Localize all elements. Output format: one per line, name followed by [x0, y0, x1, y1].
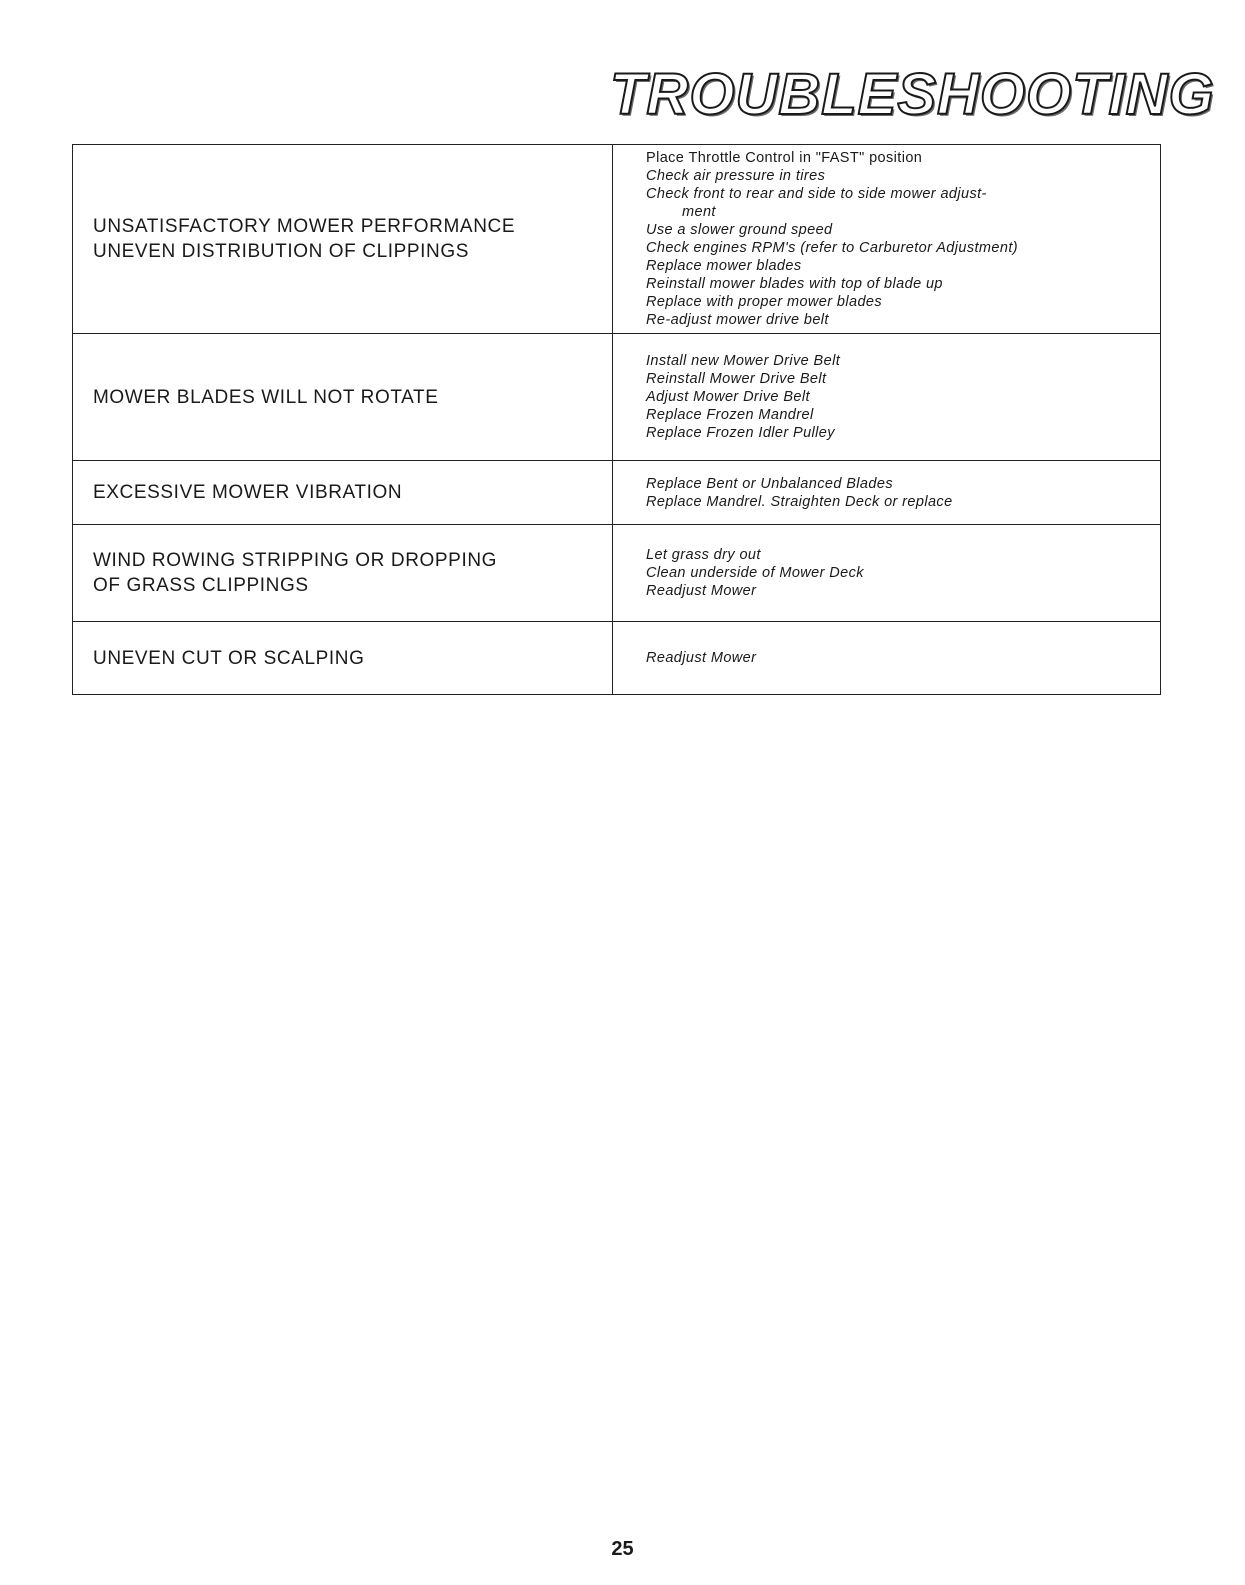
remedy-text: Place Throttle Control in "FAST" position: [646, 150, 923, 166]
page-title: TROUBLESHOOTING: [610, 62, 1215, 127]
remedy-text: Check air pressure in tires: [646, 168, 826, 184]
table-row: [73, 334, 1161, 461]
problem-cell: [73, 525, 613, 622]
problem-cell: [73, 334, 613, 461]
problem-cell: [73, 461, 613, 525]
problem-text: UNEVEN CUT OR SCALPING: [93, 647, 365, 669]
remedy-text: Replace mower blades: [646, 258, 802, 274]
table-row: [73, 525, 1161, 622]
remedy-text: Install new Mower Drive Belt: [646, 353, 841, 369]
remedy-text: Replace Bent or Unbalanced Blades: [646, 475, 893, 492]
remedy-cell: [613, 461, 1161, 525]
remedy-text: Re-adjust mower drive belt: [646, 312, 829, 328]
problem-cell: [73, 145, 613, 334]
remedy-cell: [613, 334, 1161, 461]
remedy-text: Use a slower ground speed: [646, 222, 833, 238]
remedy-text: Readjust Mower: [646, 583, 757, 599]
remedy-text: Let grass dry out: [646, 547, 761, 563]
table-row: [73, 145, 1161, 334]
table-row: [73, 622, 1161, 695]
remedy-text: Replace Frozen Idler Pulley: [646, 425, 835, 441]
remedy-text: ment: [682, 204, 716, 220]
problem-text: WIND ROWING STRIPPING OR DROPPING: [93, 550, 498, 571]
remedy-text: Reinstall mower blades with top of blade up: [646, 276, 943, 292]
troubleshooting-table: [72, 144, 1161, 695]
remedy-text: Check engines RPM's (refer to Carburetor Adjustment): [646, 240, 1018, 256]
remedy-cell: [613, 145, 1161, 334]
problem-text: MOWER BLADES WILL NOT ROTATE: [93, 386, 439, 408]
problem-text: UNEVEN DISTRIBUTION OF CLIPPINGS: [93, 241, 470, 262]
remedy-text: Replace Frozen Mandrel: [646, 407, 814, 423]
problem-text: UNSATISFACTORY MOWER PERFORMANCE: [93, 216, 516, 237]
remedy-text: Check front to rear and side to side mower adjust-: [646, 186, 987, 202]
remedy-text: Replace with proper mower blades: [646, 294, 883, 310]
page-number: 25: [611, 1538, 634, 1560]
remedy-text: Adjust Mower Drive Belt: [646, 389, 810, 405]
remedy-text: Replace Mandrel. Straighten Deck or replace: [646, 493, 953, 510]
problem-cell: [73, 622, 613, 695]
remedy-text: Readjust Mower: [646, 650, 757, 666]
remedy-cell: [613, 622, 1161, 695]
remedy-cell: [613, 525, 1161, 622]
remedy-text: Clean underside of Mower Deck: [646, 565, 864, 581]
remedy-text: Reinstall Mower Drive Belt: [646, 371, 827, 387]
table-row: [73, 461, 1161, 525]
problem-text: OF GRASS CLIPPINGS: [93, 575, 309, 596]
problem-text: EXCESSIVE MOWER VIBRATION: [93, 482, 403, 503]
